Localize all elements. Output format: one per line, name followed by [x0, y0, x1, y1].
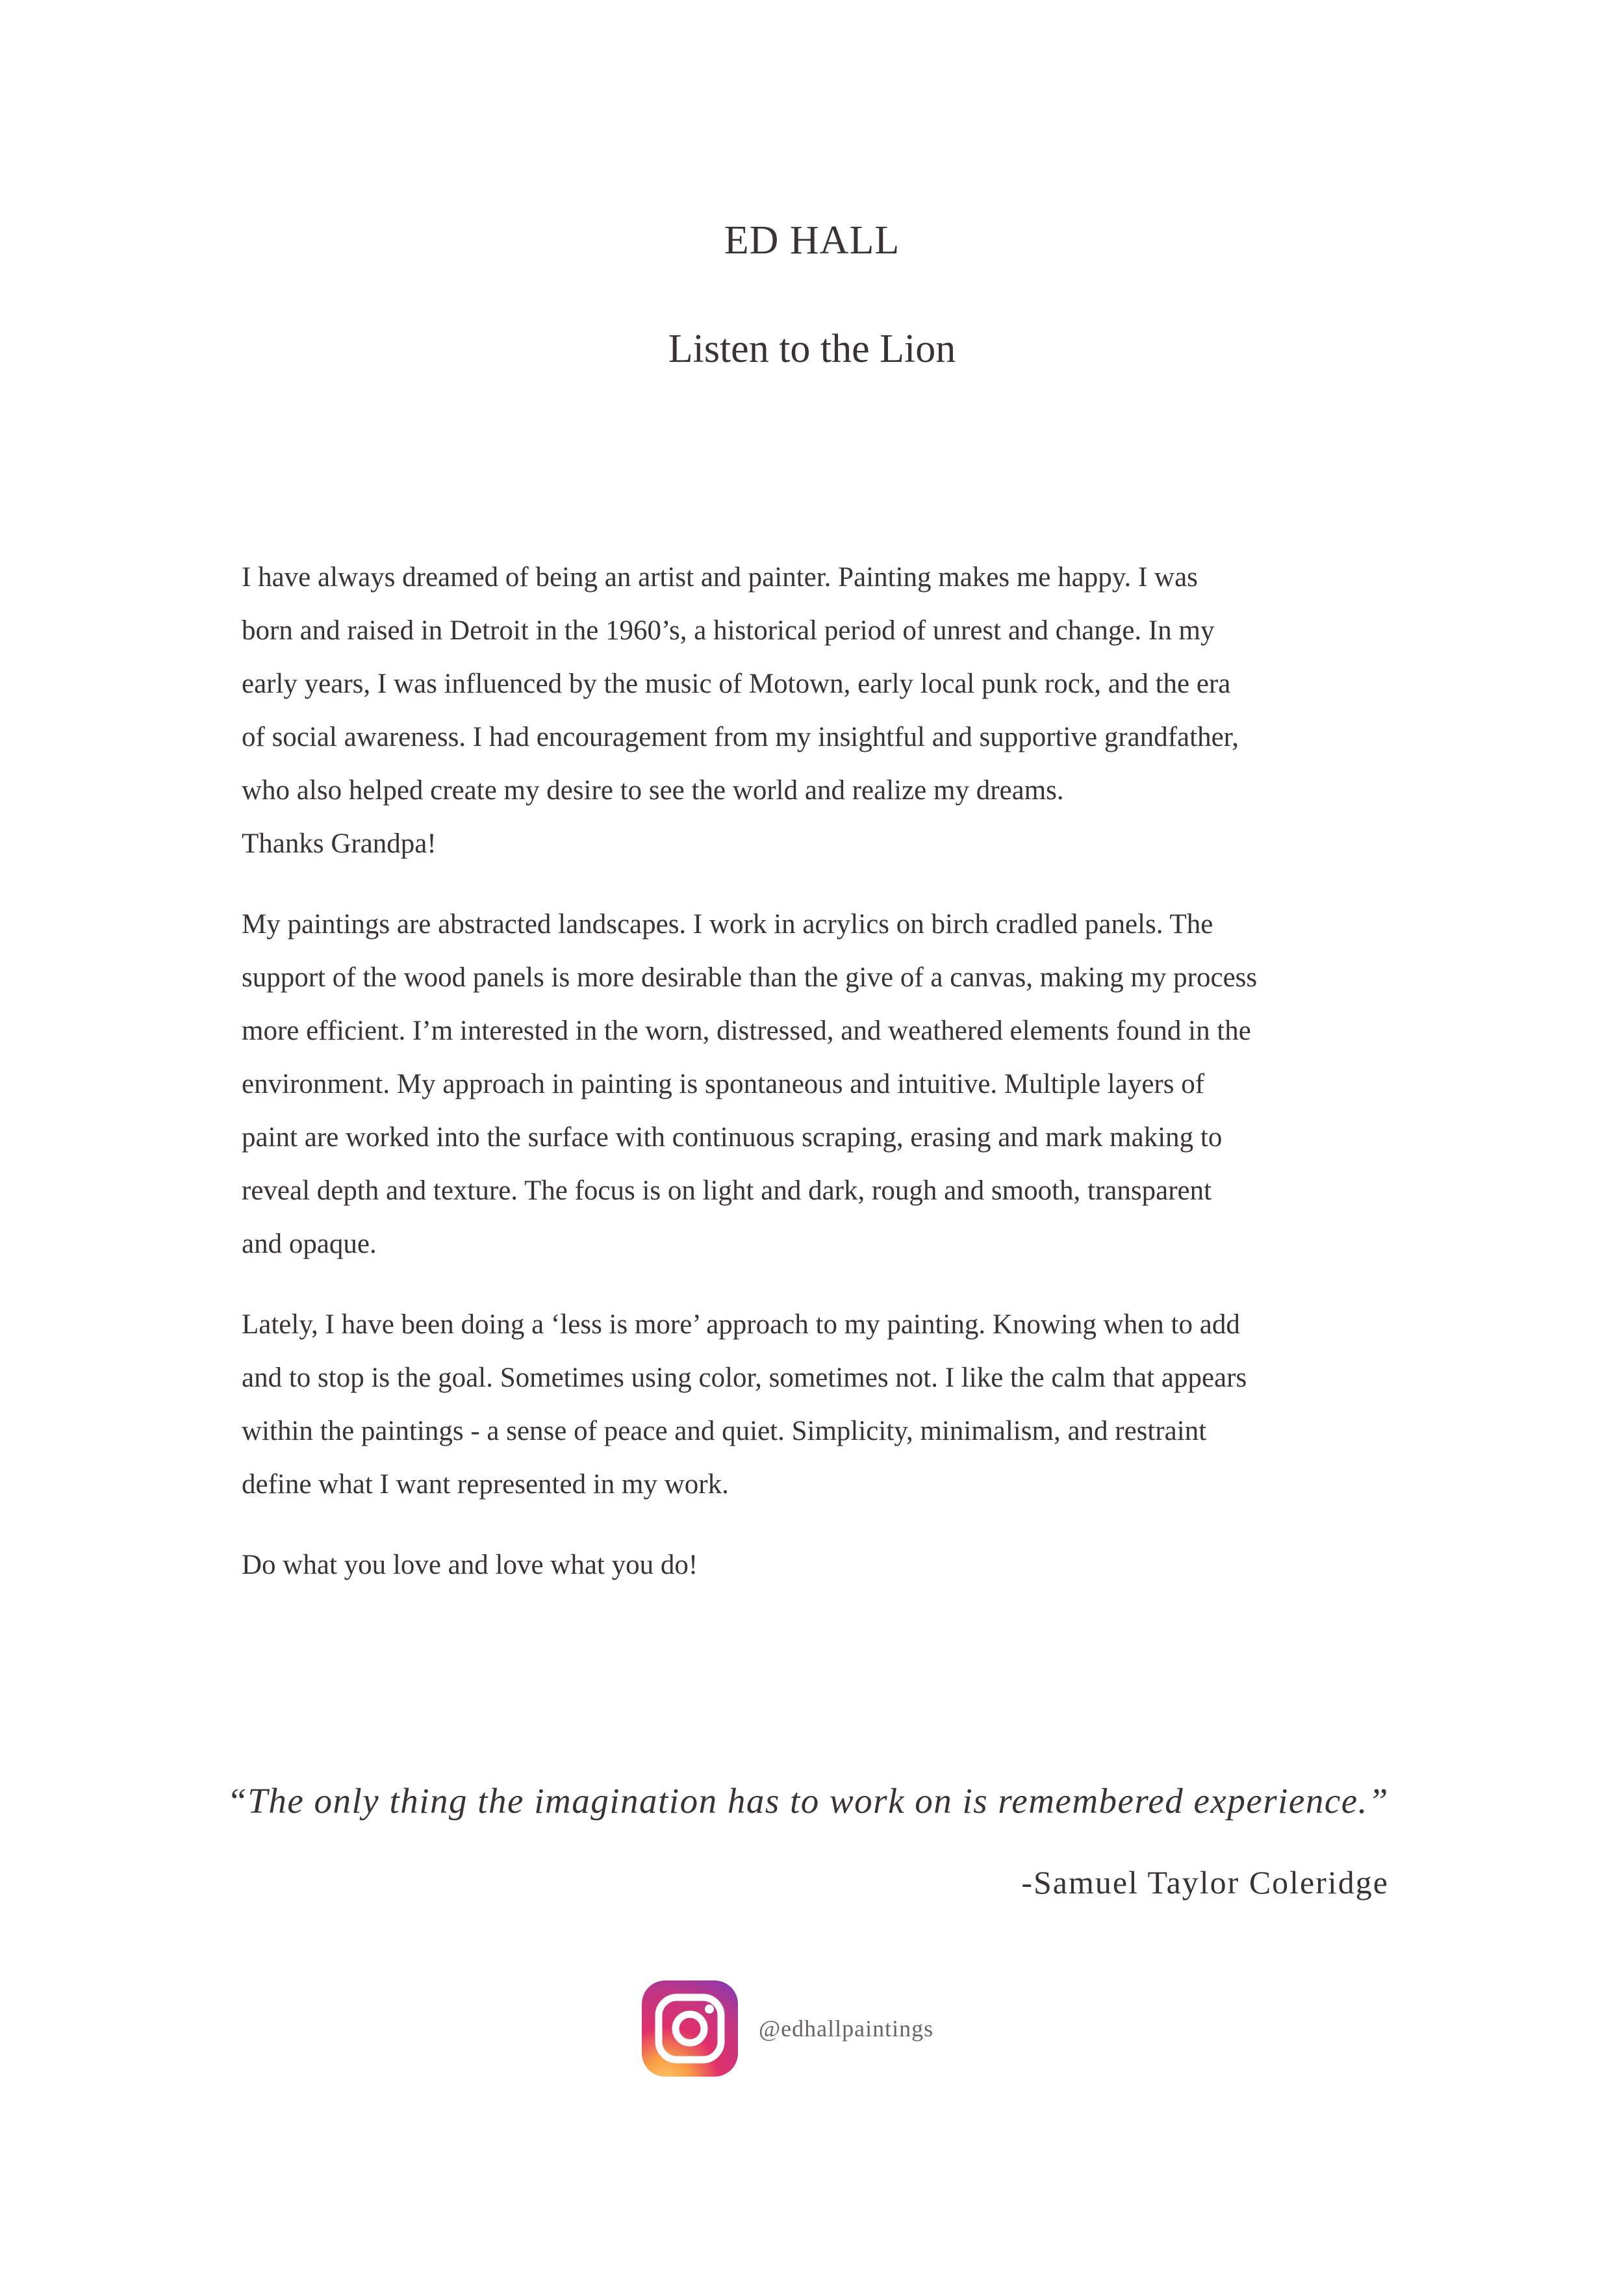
statement-line: within the paintings - a sense of peace and quiet. Simplicity, minimalism, and restraint	[242, 1416, 1207, 1446]
statement-paragraph-3	[242, 1298, 1417, 1511]
statement-line: born and raised in Detroit in the 1960’s, a historical period of unrest and change. In my	[242, 615, 1215, 646]
statement-line: early years, I was influenced by the music of Motown, early local punk rock, and the era	[242, 669, 1231, 699]
artist-name: ED HALL	[724, 218, 900, 263]
statement-line: Lately, I have been doing a ‘less is more’ approach to my painting. Knowing when to add	[242, 1309, 1240, 1340]
statement-line: Thanks Grandpa!	[242, 828, 437, 859]
statement-line: My paintings are abstracted landscapes. I work in acrylics on birch cradled panels. The	[242, 909, 1213, 940]
statement-line: and opaque.	[242, 1229, 377, 1259]
instagram-icon[interactable]	[642, 1980, 738, 2077]
instagram-handle[interactable]: @edhallpaintings	[759, 2016, 934, 2042]
statement-line: Do what you love and love what you do!	[242, 1550, 698, 1580]
statement-line: paint are worked into the surface with continuous scraping, erasing and mark making to	[242, 1122, 1223, 1153]
exhibit-title: Listen to the Lion	[668, 327, 956, 371]
statement-line: support of the wood panels is more desirable than the give of a canvas, making my process	[242, 962, 1258, 993]
statement-line: more efficient. I’m interested in the worn, distressed, and weathered elements found in the	[242, 1016, 1251, 1046]
statement-line: reveal depth and texture. The focus is on light and dark, rough and smooth, transparent	[242, 1175, 1212, 1206]
statement-paragraph-2	[242, 898, 1417, 1271]
statement-line: of social awareness. I had encouragement from my insightful and supportive grandfather,	[242, 722, 1239, 752]
statement-line: define what I want represented in my work.	[242, 1469, 729, 1500]
statement-line: I have always dreamed of being an artist and painter. Painting makes me happy. I was	[242, 562, 1198, 593]
statement-line: environment. My approach in painting is spontaneous and intuitive. Multiple layers of	[242, 1069, 1205, 1099]
quote-text: “The only thing the imagination has to work on is remembered experience.”	[227, 1781, 1389, 1821]
statement-paragraph-1	[242, 551, 1417, 871]
statement-paragraph-4	[242, 1539, 1417, 1592]
quote-author: -Samuel Taylor Coleridge	[1021, 1864, 1389, 1901]
artist-statement	[242, 551, 1417, 1619]
statement-line: and to stop is the goal. Sometimes using color, sometimes not. I like the calm that appears	[242, 1363, 1247, 1393]
statement-line: who also helped create my desire to see the world and realize my dreams.	[242, 775, 1064, 806]
instagram-link[interactable]	[642, 1980, 933, 2077]
